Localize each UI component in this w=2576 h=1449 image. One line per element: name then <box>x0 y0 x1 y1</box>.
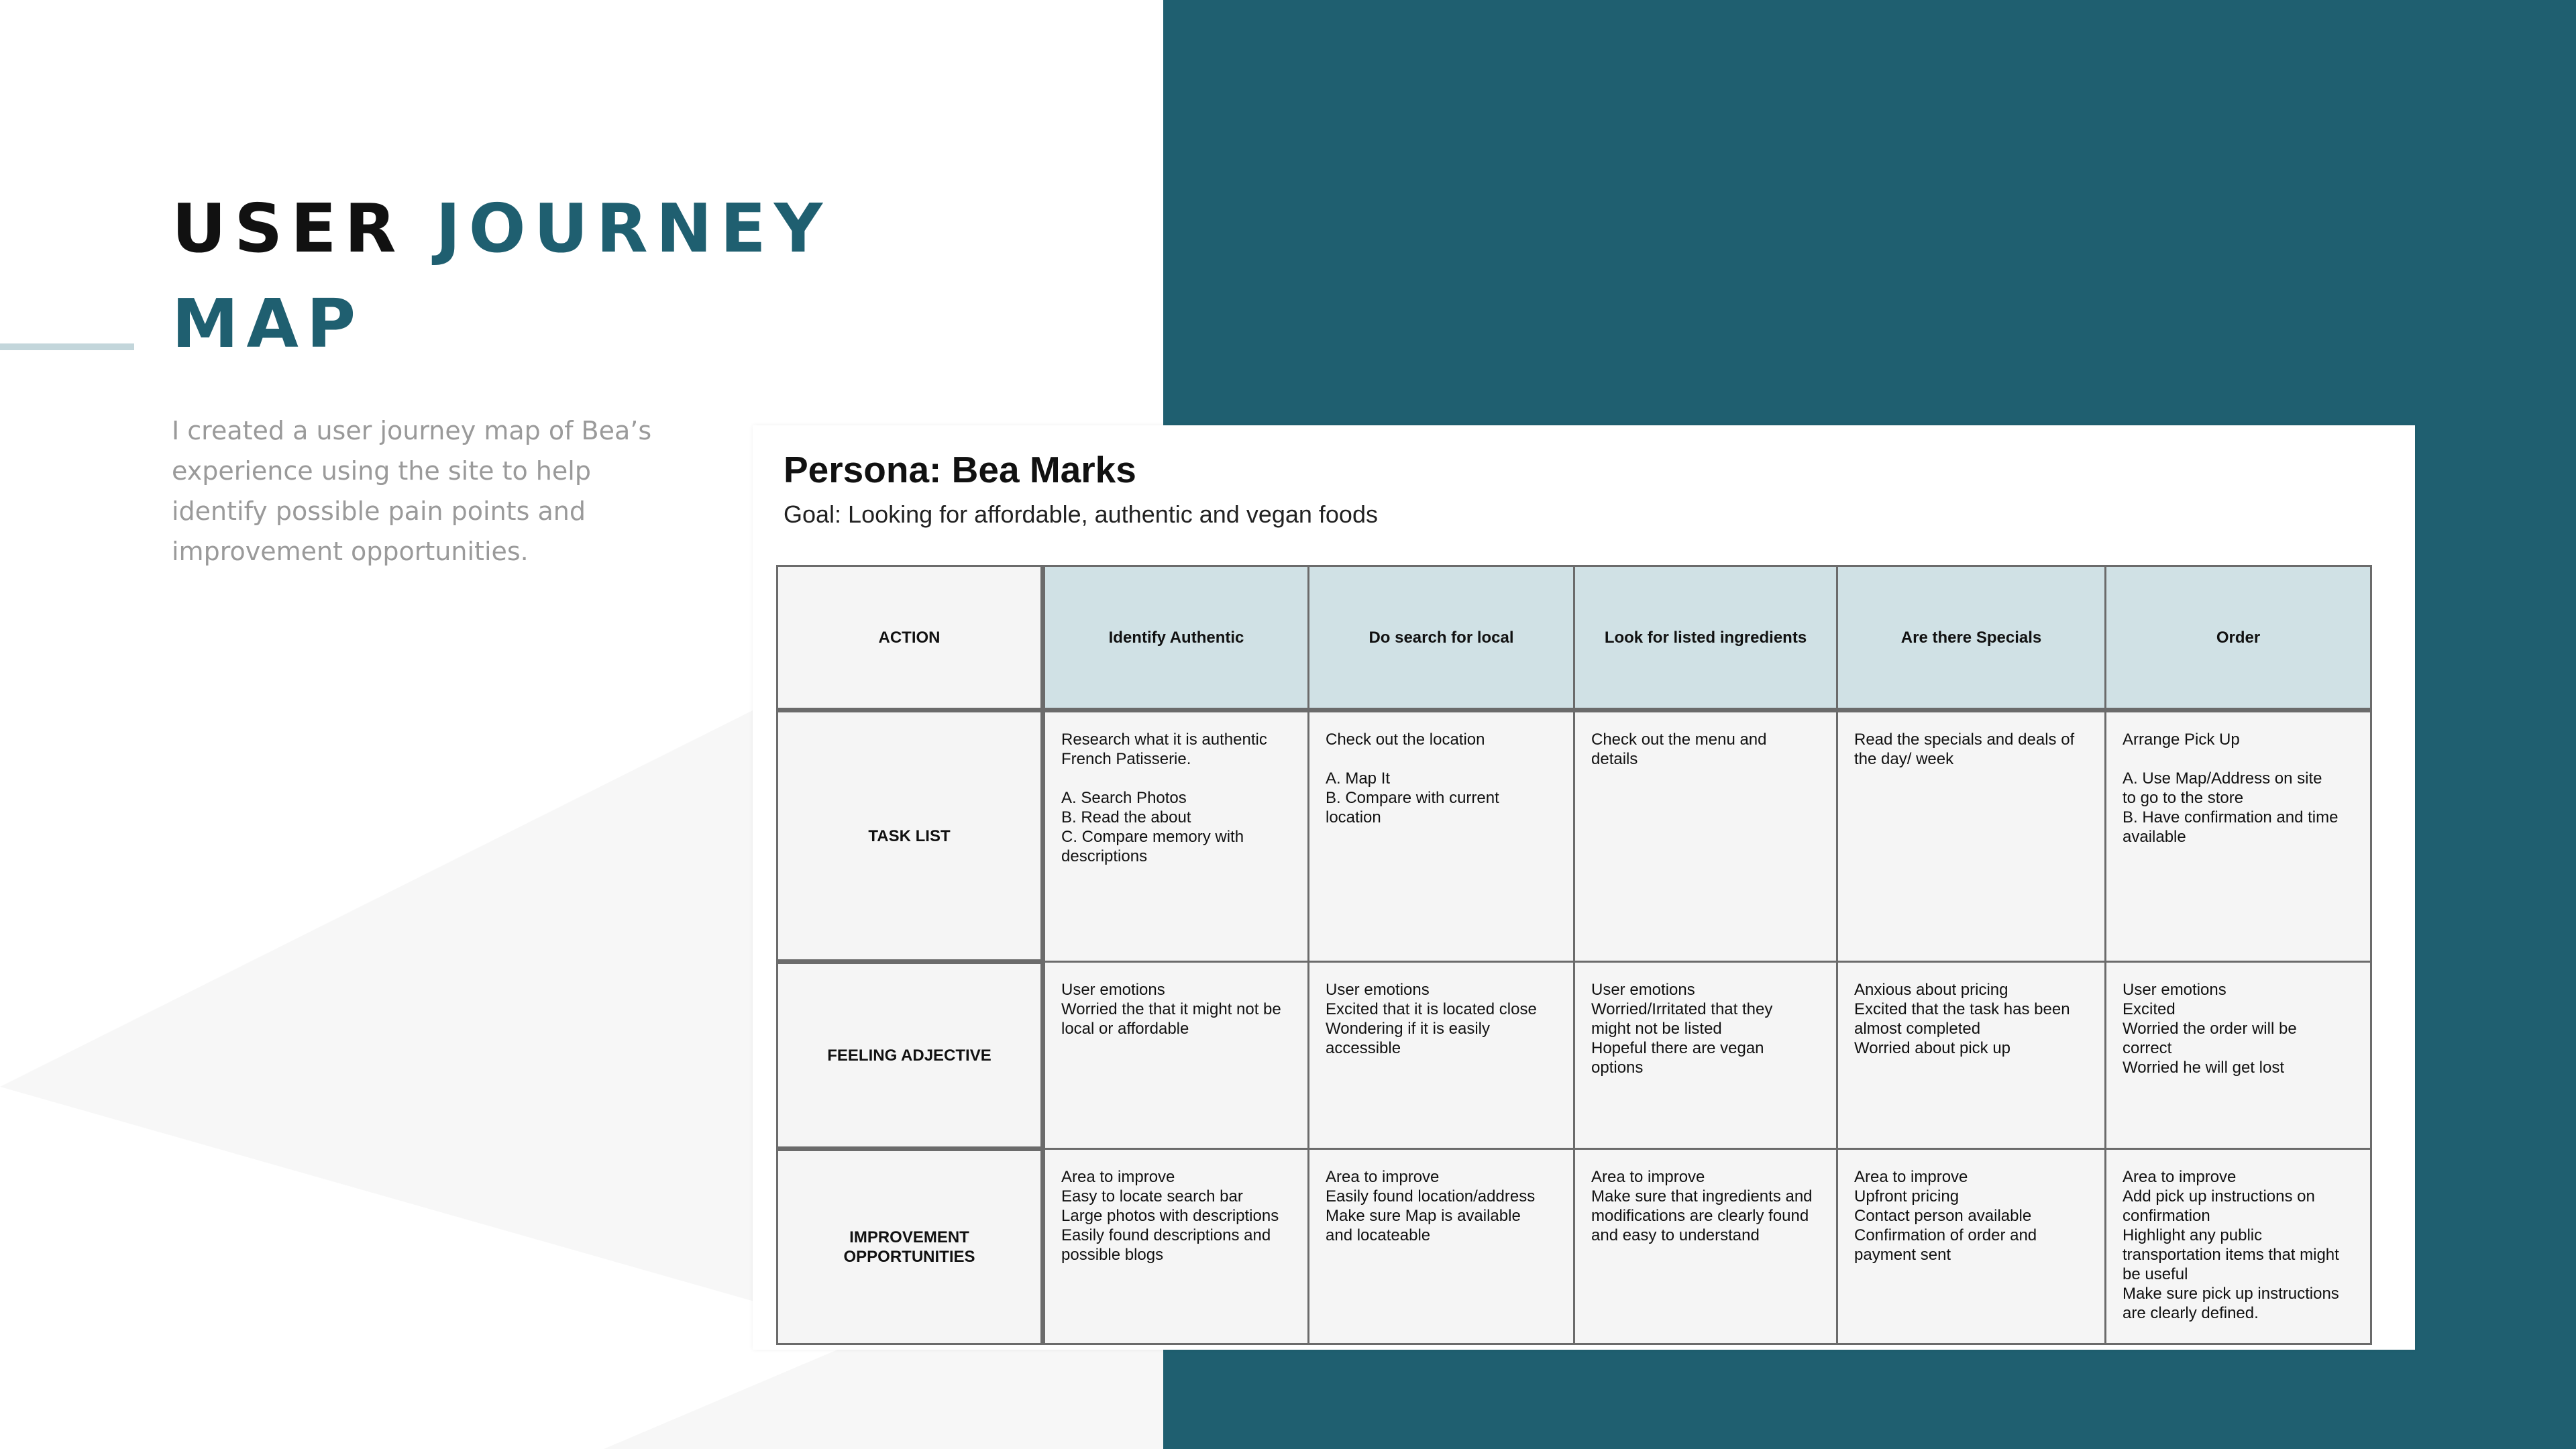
intro-line: I created a user journey map of Bea’s <box>172 416 652 445</box>
journey-map-card <box>753 425 2415 1350</box>
cell-line: B. Read the about <box>1061 808 1191 826</box>
cell-line: Easily found location/address <box>1326 1187 1536 1205</box>
cell-line: are clearly defined. <box>2123 1304 2259 1322</box>
column-header: Order <box>2106 566 2371 710</box>
cell-line: Worried he will get lost <box>2123 1059 2284 1077</box>
row-label-line: IMPROVEMENT <box>849 1228 969 1246</box>
table-cell <box>1574 962 1837 1149</box>
cell-line: C. Compare memory with <box>1061 828 1244 846</box>
cell-line: User emotions <box>2123 981 2226 999</box>
table-cell <box>2106 962 2371 1149</box>
cell-line: User emotions <box>1061 981 1165 999</box>
action-header-cell: ACTION <box>777 566 1043 710</box>
table-cell <box>1043 962 1309 1149</box>
cell-line: Excited that it is located close <box>1326 1000 1537 1018</box>
cell-line: A. Search Photos <box>1061 789 1187 807</box>
row-label <box>777 1149 1043 1344</box>
cell-line: Worried the order will be <box>2123 1020 2297 1038</box>
cell-line: location <box>1326 808 1381 826</box>
cell-spacer <box>1061 769 1293 788</box>
cell-line: might not be listed <box>1591 1020 1722 1038</box>
table-cell <box>1309 1149 1574 1344</box>
title-word-map: MAP <box>172 284 364 363</box>
cell-line: possible blogs <box>1061 1246 1164 1264</box>
persona-title: Persona: Bea Marks <box>784 449 1136 490</box>
cell-line: Research what it is authentic <box>1061 731 1267 749</box>
table-header-row <box>777 566 2371 710</box>
cell-line: French Patisserie. <box>1061 750 1191 768</box>
cell-line: descriptions <box>1061 847 1148 865</box>
table-cell <box>1837 1149 2106 1344</box>
cell-line: Arrange Pick Up <box>2123 731 2240 749</box>
cell-line: B. Compare with current <box>1326 789 1499 807</box>
table-row <box>777 1149 2371 1344</box>
cell-line: Area to improve <box>1326 1168 1440 1186</box>
cell-line: almost completed <box>1854 1020 1981 1038</box>
cell-line: A. Map It <box>1326 769 1391 788</box>
cell-line: be useful <box>2123 1265 2188 1283</box>
cell-line: Area to improve <box>2123 1168 2237 1186</box>
table-cell <box>1574 710 1837 962</box>
table-cell <box>1309 710 1574 962</box>
cell-line: Contact person available <box>1854 1207 2032 1225</box>
cell-line: Worried the that it might not be <box>1061 1000 1281 1018</box>
cell-line: Area to improve <box>1854 1168 1968 1186</box>
cell-line: Easily found descriptions and <box>1061 1226 1271 1244</box>
table-cell <box>1837 962 2106 1149</box>
cell-line: Check out the menu and <box>1591 731 1767 749</box>
table-cell <box>1837 710 2106 962</box>
column-header: Look for listed ingredients <box>1574 566 1837 710</box>
cell-line: Make sure that ingredients and <box>1591 1187 1813 1205</box>
row-label-line: OPPORTUNITIES <box>843 1248 975 1266</box>
cell-line: User emotions <box>1326 981 1430 999</box>
row-label: TASK LIST <box>777 710 1043 962</box>
cell-line: details <box>1591 750 1638 768</box>
cell-line: Large photos with descriptions <box>1061 1207 1279 1225</box>
table-cell <box>2106 710 2371 962</box>
cell-line: Make sure pick up instructions <box>2123 1285 2339 1303</box>
cell-line: transportation items that might <box>2123 1246 2339 1264</box>
cell-line: Area to improve <box>1061 1168 1175 1186</box>
cell-line: Hopeful there are vegan <box>1591 1039 1764 1057</box>
accent-line <box>0 343 134 350</box>
cell-line: Upfront pricing <box>1854 1187 1960 1205</box>
row-label: FEELING ADJECTIVE <box>777 962 1043 1149</box>
cell-line: Check out the location <box>1326 731 1485 749</box>
cell-spacer <box>2123 749 2355 769</box>
cell-line: A. Use Map/Address on site <box>2123 769 2322 788</box>
cell-line: available <box>2123 828 2186 846</box>
cell-line: Worried about pick up <box>1854 1039 2011 1057</box>
cell-line: Make sure Map is available <box>1326 1207 1521 1225</box>
cell-line: Read the specials and deals of <box>1854 731 2075 749</box>
table-cell <box>2106 1149 2371 1344</box>
column-header: Are there Specials <box>1837 566 2106 710</box>
journey-map-body <box>777 566 2371 1344</box>
cell-line: payment sent <box>1854 1246 1951 1264</box>
cell-line: correct <box>2123 1039 2172 1057</box>
cell-line: Wondering if it is easily <box>1326 1020 1490 1038</box>
table-row <box>777 710 2371 962</box>
column-header: Identify Authentic <box>1043 566 1309 710</box>
cell-line: Excited <box>2123 1000 2176 1018</box>
cell-line: Anxious about pricing <box>1854 981 2008 999</box>
cell-line: User emotions <box>1591 981 1695 999</box>
cell-line: Confirmation of order and <box>1854 1226 2037 1244</box>
cell-line: to go to the store <box>2123 789 2244 807</box>
cell-line: and locateable <box>1326 1226 1431 1244</box>
cell-line: confirmation <box>2123 1207 2210 1225</box>
cell-line: accessible <box>1326 1039 1401 1057</box>
persona-goal: Goal: Looking for affordable, authentic and vegan foods <box>784 500 1378 528</box>
table-cell <box>1309 962 1574 1149</box>
cell-line: Excited that the task has been <box>1854 1000 2070 1018</box>
cell-line: Highlight any public <box>2123 1226 2263 1244</box>
table-cell <box>1574 1149 1837 1344</box>
cell-line: Worried/Irritated that they <box>1591 1000 1773 1018</box>
table-row <box>777 962 2371 1149</box>
title-word-journey: JOURNEY <box>435 189 831 268</box>
intro-line: identify possible pain points and <box>172 496 586 526</box>
cell-line: and easy to understand <box>1591 1226 1760 1244</box>
slide-title <box>172 181 830 372</box>
intro-paragraph <box>172 411 688 572</box>
intro-line: experience using the site to help <box>172 456 591 486</box>
cell-line: Add pick up instructions on <box>2123 1187 2315 1205</box>
title-word-user: USER <box>172 189 405 268</box>
intro-line: improvement opportunities. <box>172 537 529 566</box>
column-header: Do search for local <box>1309 566 1574 710</box>
cell-line: the day/ week <box>1854 750 1954 768</box>
cell-line: Easy to locate search bar <box>1061 1187 1243 1205</box>
journey-map-table <box>776 565 2372 1345</box>
cell-line: options <box>1591 1059 1644 1077</box>
cell-line: B. Have confirmation and time <box>2123 808 2339 826</box>
table-cell <box>1043 710 1309 962</box>
cell-line: Area to improve <box>1591 1168 1705 1186</box>
table-cell <box>1043 1149 1309 1344</box>
cell-line: local or affordable <box>1061 1020 1189 1038</box>
cell-spacer <box>1326 749 1558 769</box>
cell-line: modifications are clearly found <box>1591 1207 1809 1225</box>
